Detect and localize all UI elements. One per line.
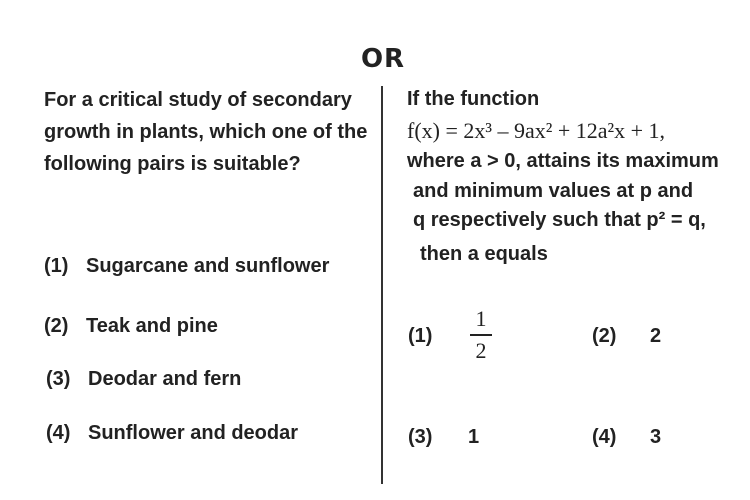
option-text: Deodar and fern xyxy=(88,368,242,390)
left-option-2 xyxy=(44,315,218,338)
fraction-numerator: 1 xyxy=(475,306,487,331)
right-question-line-4: and minimum values at p and xyxy=(413,180,694,202)
right-question-line-5: q respectively such that p² = q, xyxy=(413,209,706,231)
column-divider xyxy=(381,86,383,484)
right-question-line-6: then a equals xyxy=(420,243,548,265)
left-question-text: For a critical study of secondary growth in plants, which one of the following pairs is suitable? xyxy=(44,89,368,175)
or-heading: OR xyxy=(360,44,406,74)
right-option-2 xyxy=(592,325,661,348)
left-option-3 xyxy=(46,368,241,391)
option-number: (2) xyxy=(592,325,617,347)
right-question-line-1: If the function xyxy=(407,88,540,110)
option-number: (4) xyxy=(46,422,71,444)
function-expression: f(x) = 2x³ – 9ax² + 12a²x + 1, xyxy=(407,118,666,143)
option-number: (3) xyxy=(408,426,433,448)
option-number: (3) xyxy=(46,368,71,390)
option-text: Sunflower and deodar xyxy=(88,422,299,444)
option-text: Teak and pine xyxy=(86,315,218,337)
option-text: Sugarcane and sunflower xyxy=(86,255,330,277)
option-text: 1 xyxy=(468,426,480,448)
fraction-denominator: 2 xyxy=(475,337,487,363)
option-text: 3 xyxy=(650,426,662,448)
left-option-1 xyxy=(44,255,329,278)
option-number: (1) xyxy=(44,255,69,277)
fraction-one-half xyxy=(470,306,492,364)
right-option-3 xyxy=(408,426,479,449)
option-number: (4) xyxy=(592,426,617,448)
right-option-4 xyxy=(592,426,661,449)
option-text: 2 xyxy=(650,325,662,347)
left-option-4 xyxy=(46,422,298,445)
fraction-bar xyxy=(470,334,492,336)
right-option-1-number: (1) xyxy=(408,325,433,347)
right-question-line-3: where a > 0, attains its maximum xyxy=(407,150,719,172)
option-number: (2) xyxy=(44,315,69,337)
